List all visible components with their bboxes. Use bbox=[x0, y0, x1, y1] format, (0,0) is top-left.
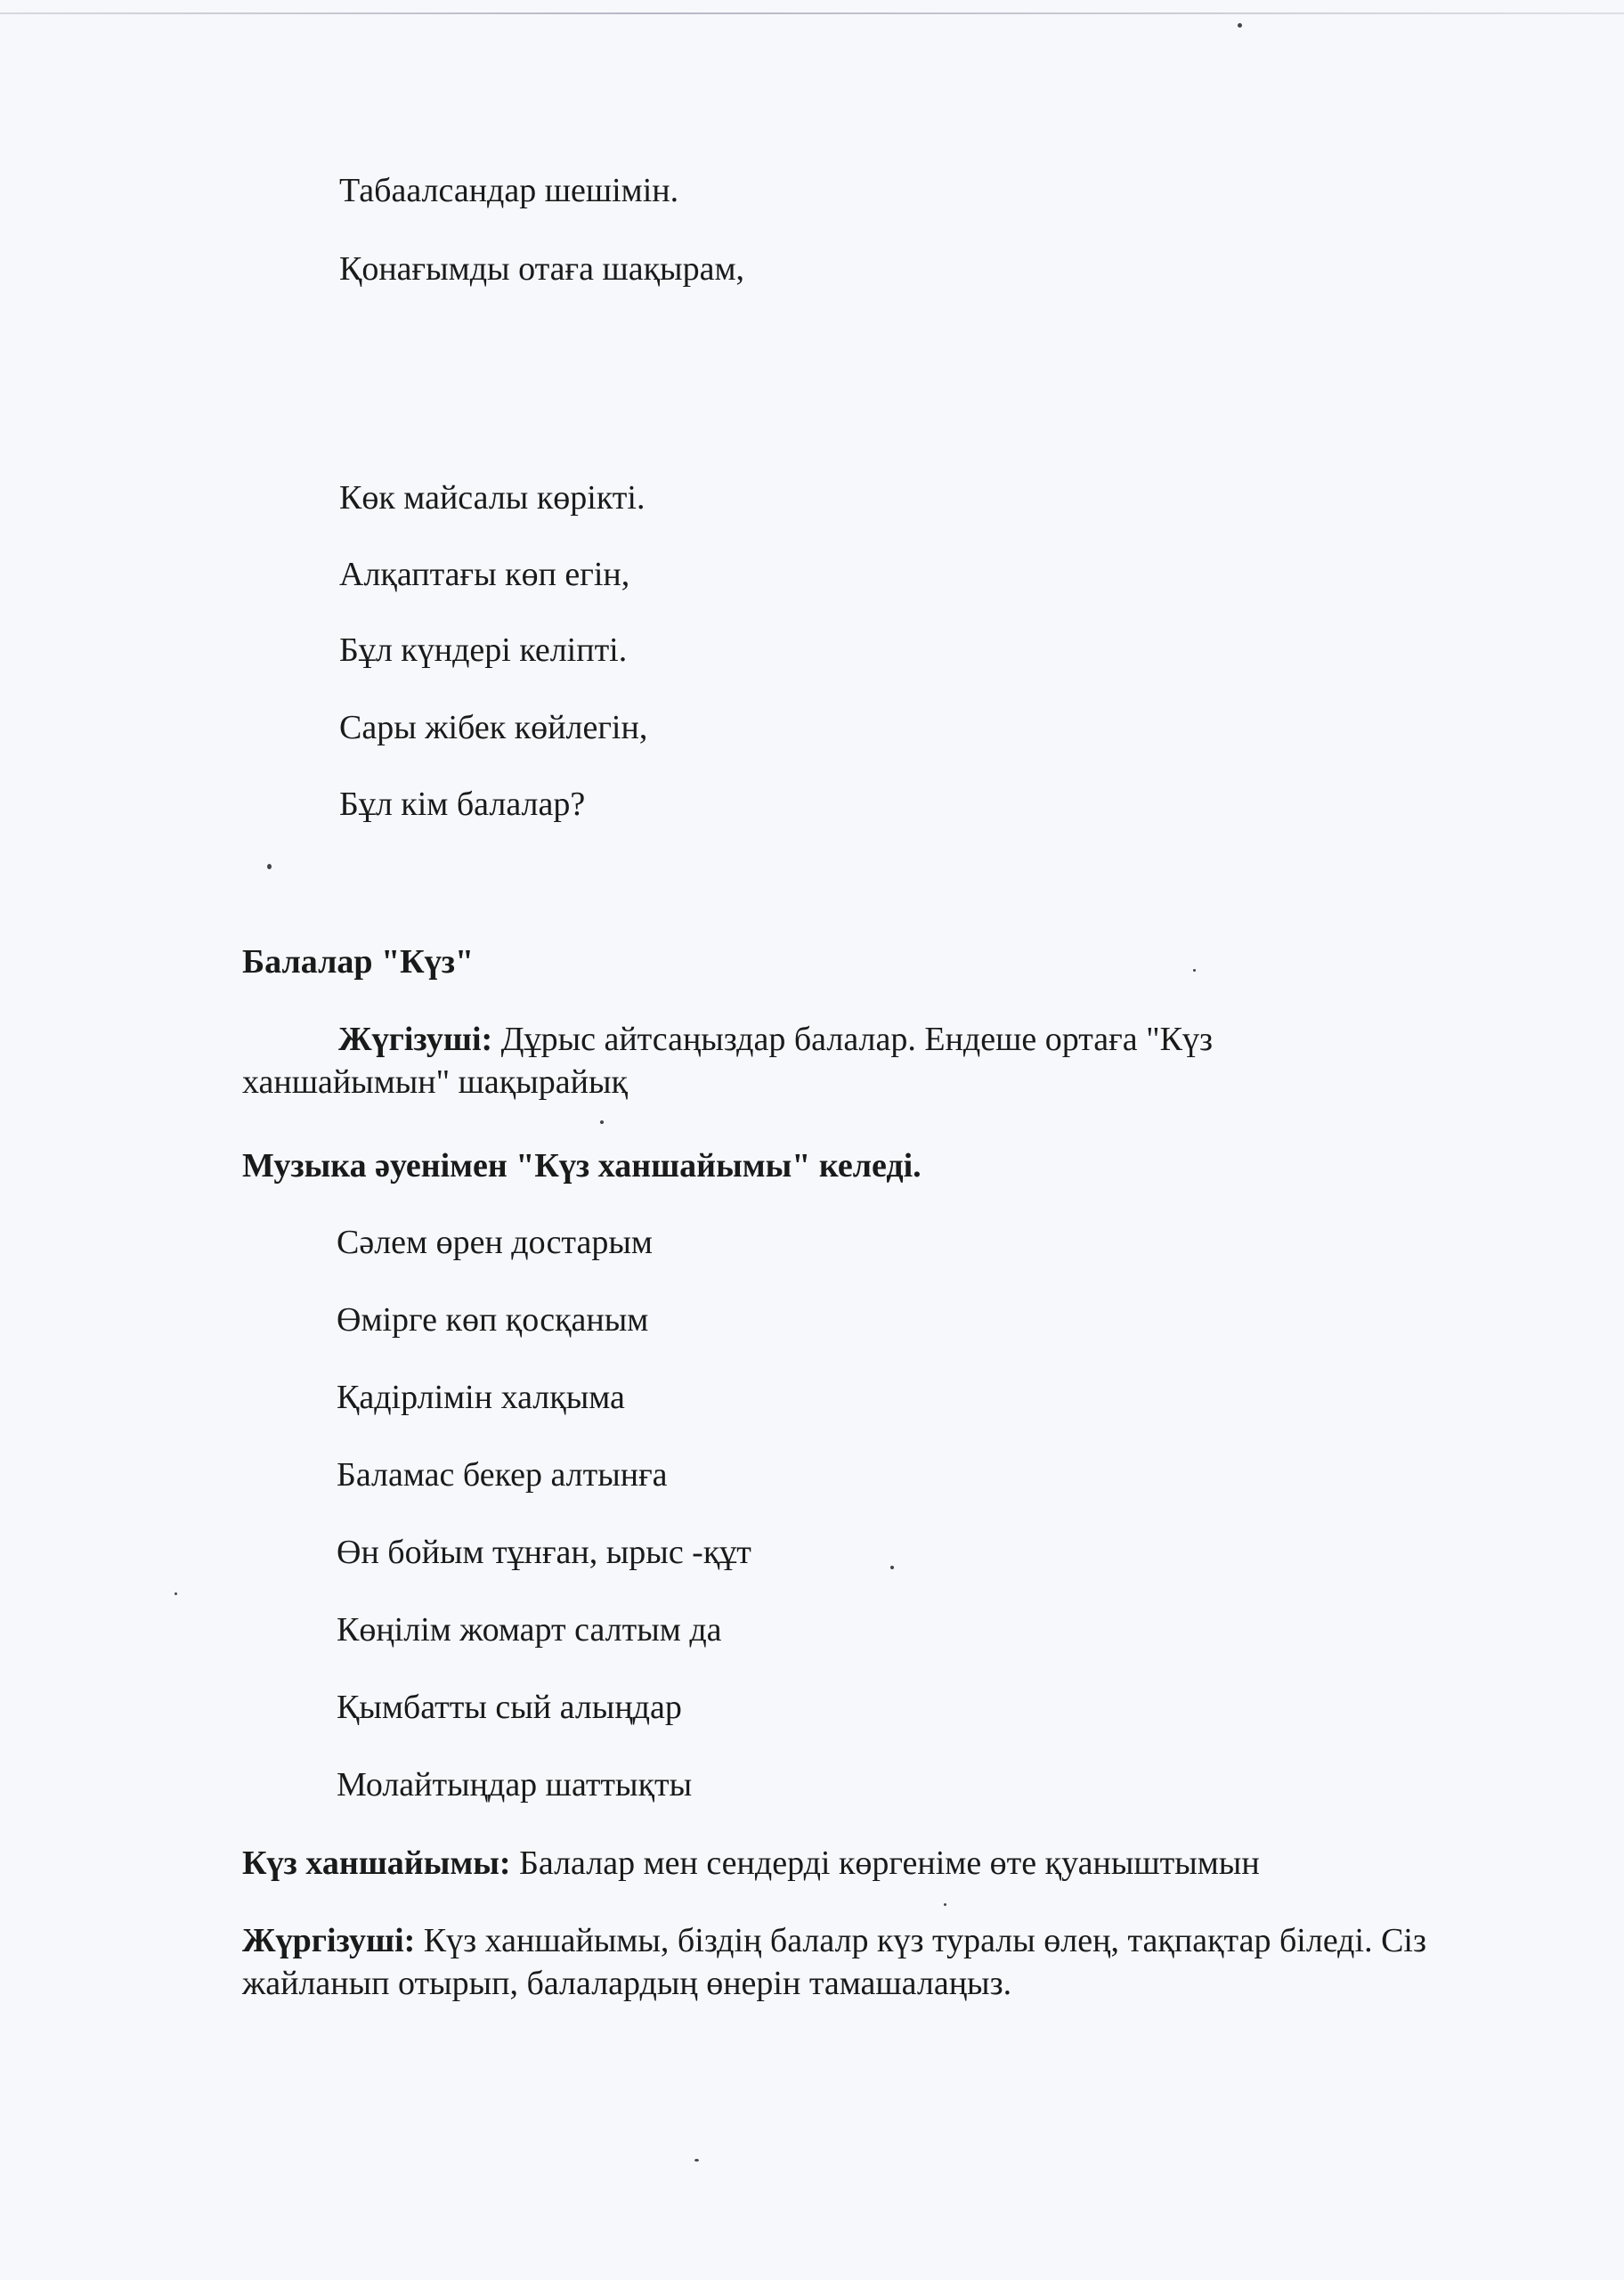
scan-speck bbox=[1238, 23, 1242, 28]
verse-line: Баламас бекер алтынға bbox=[337, 1456, 668, 1494]
presenter-paragraph bbox=[242, 1018, 1426, 1103]
verse-line: Сары жібек көйлегін, bbox=[339, 709, 648, 746]
verse-line: Қонағымды отаға шақырам, bbox=[339, 250, 744, 288]
presenter-paragraph bbox=[242, 1919, 1426, 2005]
stage-direction: Музыка әуенімен "Күз ханшайымы" келеді. bbox=[242, 1147, 922, 1185]
scan-speck bbox=[1193, 969, 1196, 972]
speech-text: Балалар мен сендерді көргеніме өте қуаныштымын bbox=[510, 1844, 1260, 1882]
scan-speck bbox=[944, 1903, 946, 1906]
speaker-label: Күз ханшайымы: bbox=[242, 1844, 511, 1882]
scan-speck bbox=[890, 1566, 894, 1569]
verse-line: Қадірлімін халқыма bbox=[337, 1379, 625, 1416]
verse-line: Молайтыңдар шаттықты bbox=[337, 1766, 693, 1804]
verse-line: Өн бойым тұнған, ырыс -құт bbox=[337, 1534, 751, 1571]
scan-speck bbox=[600, 1120, 604, 1124]
speaker-label: Жүргізуші: bbox=[242, 1922, 416, 1959]
verse-line: Бұл кім балалар? bbox=[339, 786, 586, 823]
verse-line: Алқаптағы көп егін, bbox=[339, 556, 630, 593]
answer-line: Балалар "Күз" bbox=[242, 943, 475, 981]
verse-line: Өмірге көп қосқаным bbox=[337, 1301, 649, 1339]
scan-edge-line bbox=[0, 12, 1624, 14]
scan-speck bbox=[694, 2159, 699, 2162]
verse-line: Бұл күндері келіпті. bbox=[339, 631, 628, 669]
speech-text: Дұрыс айтсаңыздар балалар. Ендеше ортаға "Күз ханшайымын" шақырайық bbox=[242, 1021, 1213, 1101]
speaker-label: Жүгізуші: bbox=[338, 1021, 493, 1058]
verse-line: Табаалсандар шешімін. bbox=[339, 172, 679, 209]
verse-line: Сәлем өрен достарым bbox=[337, 1224, 653, 1261]
verse-line: Көк майсалы көрікті. bbox=[339, 479, 646, 517]
verse-line: Көңілім жомарт салтым да bbox=[337, 1611, 722, 1649]
queen-paragraph bbox=[242, 1842, 1260, 1885]
scan-speck bbox=[175, 1592, 177, 1595]
scan-speck bbox=[267, 864, 272, 869]
speech-text: Күз ханшайымы, біздің балалр күз туралы өлең, тақпақтар біледі. Сіз жайланып отырып, балалардың өнерін тамашалаңыз. bbox=[242, 1922, 1426, 2002]
verse-line: Қымбатты сый алыңдар bbox=[337, 1689, 682, 1726]
